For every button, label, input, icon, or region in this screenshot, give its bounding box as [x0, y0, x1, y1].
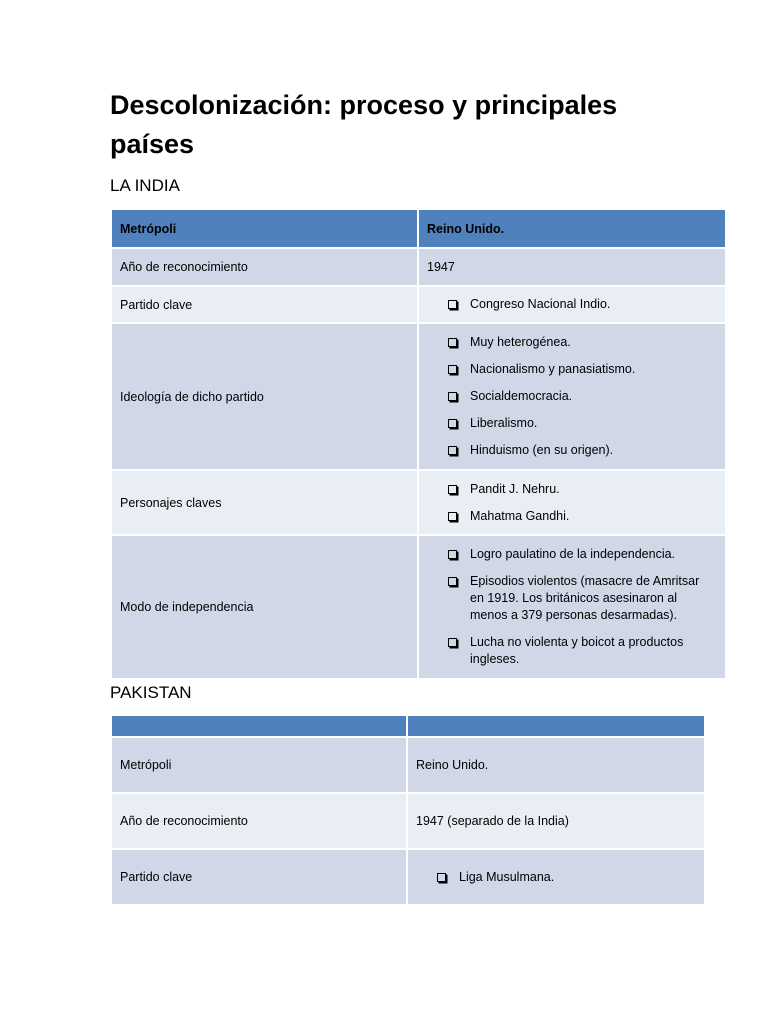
table-pakistan — [110, 714, 706, 906]
table-row — [111, 248, 726, 286]
row-value — [418, 535, 726, 679]
bullet-list — [427, 546, 717, 668]
row-value: Reino Unido. — [407, 737, 705, 793]
row-label: Año de reconocimiento — [111, 793, 407, 849]
list-item-text: Pandit J. Nehru. — [470, 481, 560, 496]
checkbox-bullet-icon — [448, 638, 457, 647]
row-label: Ideología de dicho partido — [111, 323, 418, 470]
list-item — [470, 388, 713, 405]
row-label: Año de reconocimiento — [111, 248, 418, 286]
list-item — [470, 573, 713, 624]
row-label: Modo de independencia — [111, 535, 418, 679]
checkbox-bullet-icon — [448, 392, 457, 401]
list-item-text: Liberalismo. — [470, 416, 538, 430]
section-heading-pakistan: PAKISTAN — [110, 683, 192, 702]
list-item-text: Episodios violentos (masacre de Amritsar en 1919. Los británicos asesinaron al menos a 379 personas desarmadas). — [470, 574, 700, 622]
list-item — [470, 442, 713, 459]
checkbox-bullet-icon — [448, 419, 457, 428]
list-item — [470, 296, 713, 313]
page-title: Descolonización: proceso y principales países — [110, 90, 618, 159]
list-item — [470, 334, 713, 351]
table-header-row — [111, 715, 705, 737]
header-cell — [407, 715, 705, 737]
checkbox-bullet-icon — [448, 365, 457, 374]
row-value — [418, 286, 726, 323]
checkbox-bullet-icon — [448, 485, 457, 494]
checkbox-bullet-icon — [448, 512, 457, 521]
list-item — [459, 869, 692, 886]
row-label: Partido clave — [111, 286, 418, 323]
list-item-text: Mahatma Gandhi. — [470, 508, 570, 523]
row-label: Partido clave — [111, 849, 407, 905]
bullet-list — [416, 869, 696, 886]
row-value — [418, 323, 726, 470]
row-value: 1947 — [418, 248, 726, 286]
list-item — [470, 508, 713, 525]
bullet-list — [427, 334, 717, 459]
checkbox-bullet-icon — [448, 446, 457, 455]
header-cell: Reino Unido. — [418, 209, 726, 248]
checkbox-bullet-icon — [448, 338, 457, 347]
list-item-text: Congreso Nacional Indio. — [470, 297, 611, 311]
list-item-text: Hinduismo (en su origen). — [470, 443, 614, 457]
checkbox-bullet-icon — [448, 550, 457, 559]
list-item-text: Lucha no violenta y boicot a productos ingleses. — [470, 635, 684, 666]
list-item — [470, 546, 713, 563]
row-value — [418, 470, 726, 535]
list-item-text: Socialdemocracia. — [470, 389, 573, 403]
list-item — [470, 415, 713, 432]
list-item — [470, 481, 713, 498]
list-item — [470, 361, 713, 378]
bullet-list — [427, 296, 717, 313]
table-row — [111, 737, 705, 793]
table-row — [111, 323, 726, 470]
table-row — [111, 793, 705, 849]
table-row — [111, 535, 726, 679]
header-cell — [111, 715, 407, 737]
header-cell: Metrópoli — [111, 209, 418, 248]
table-header-row — [111, 209, 726, 248]
section-heading-india: LA INDIA — [110, 176, 180, 195]
row-value: 1947 (separado de la India) — [407, 793, 705, 849]
list-item-text: Logro paulatino de la independencia. — [470, 547, 676, 561]
table-india — [110, 208, 727, 680]
list-item — [470, 634, 713, 668]
table-row — [111, 849, 705, 905]
checkbox-bullet-icon — [448, 577, 457, 586]
checkbox-bullet-icon — [448, 300, 457, 309]
list-item-text: Muy heterogénea. — [470, 335, 571, 349]
bullet-list — [427, 481, 717, 525]
table-row — [111, 470, 726, 535]
table-row — [111, 286, 726, 323]
row-label: Metrópoli — [111, 737, 407, 793]
list-item-text: Nacionalismo y panasiatismo. — [470, 362, 636, 376]
row-label: Personajes claves — [111, 470, 418, 535]
row-value — [407, 849, 705, 905]
list-item-text: Liga Musulmana. — [459, 869, 555, 884]
checkbox-bullet-icon — [437, 873, 446, 882]
